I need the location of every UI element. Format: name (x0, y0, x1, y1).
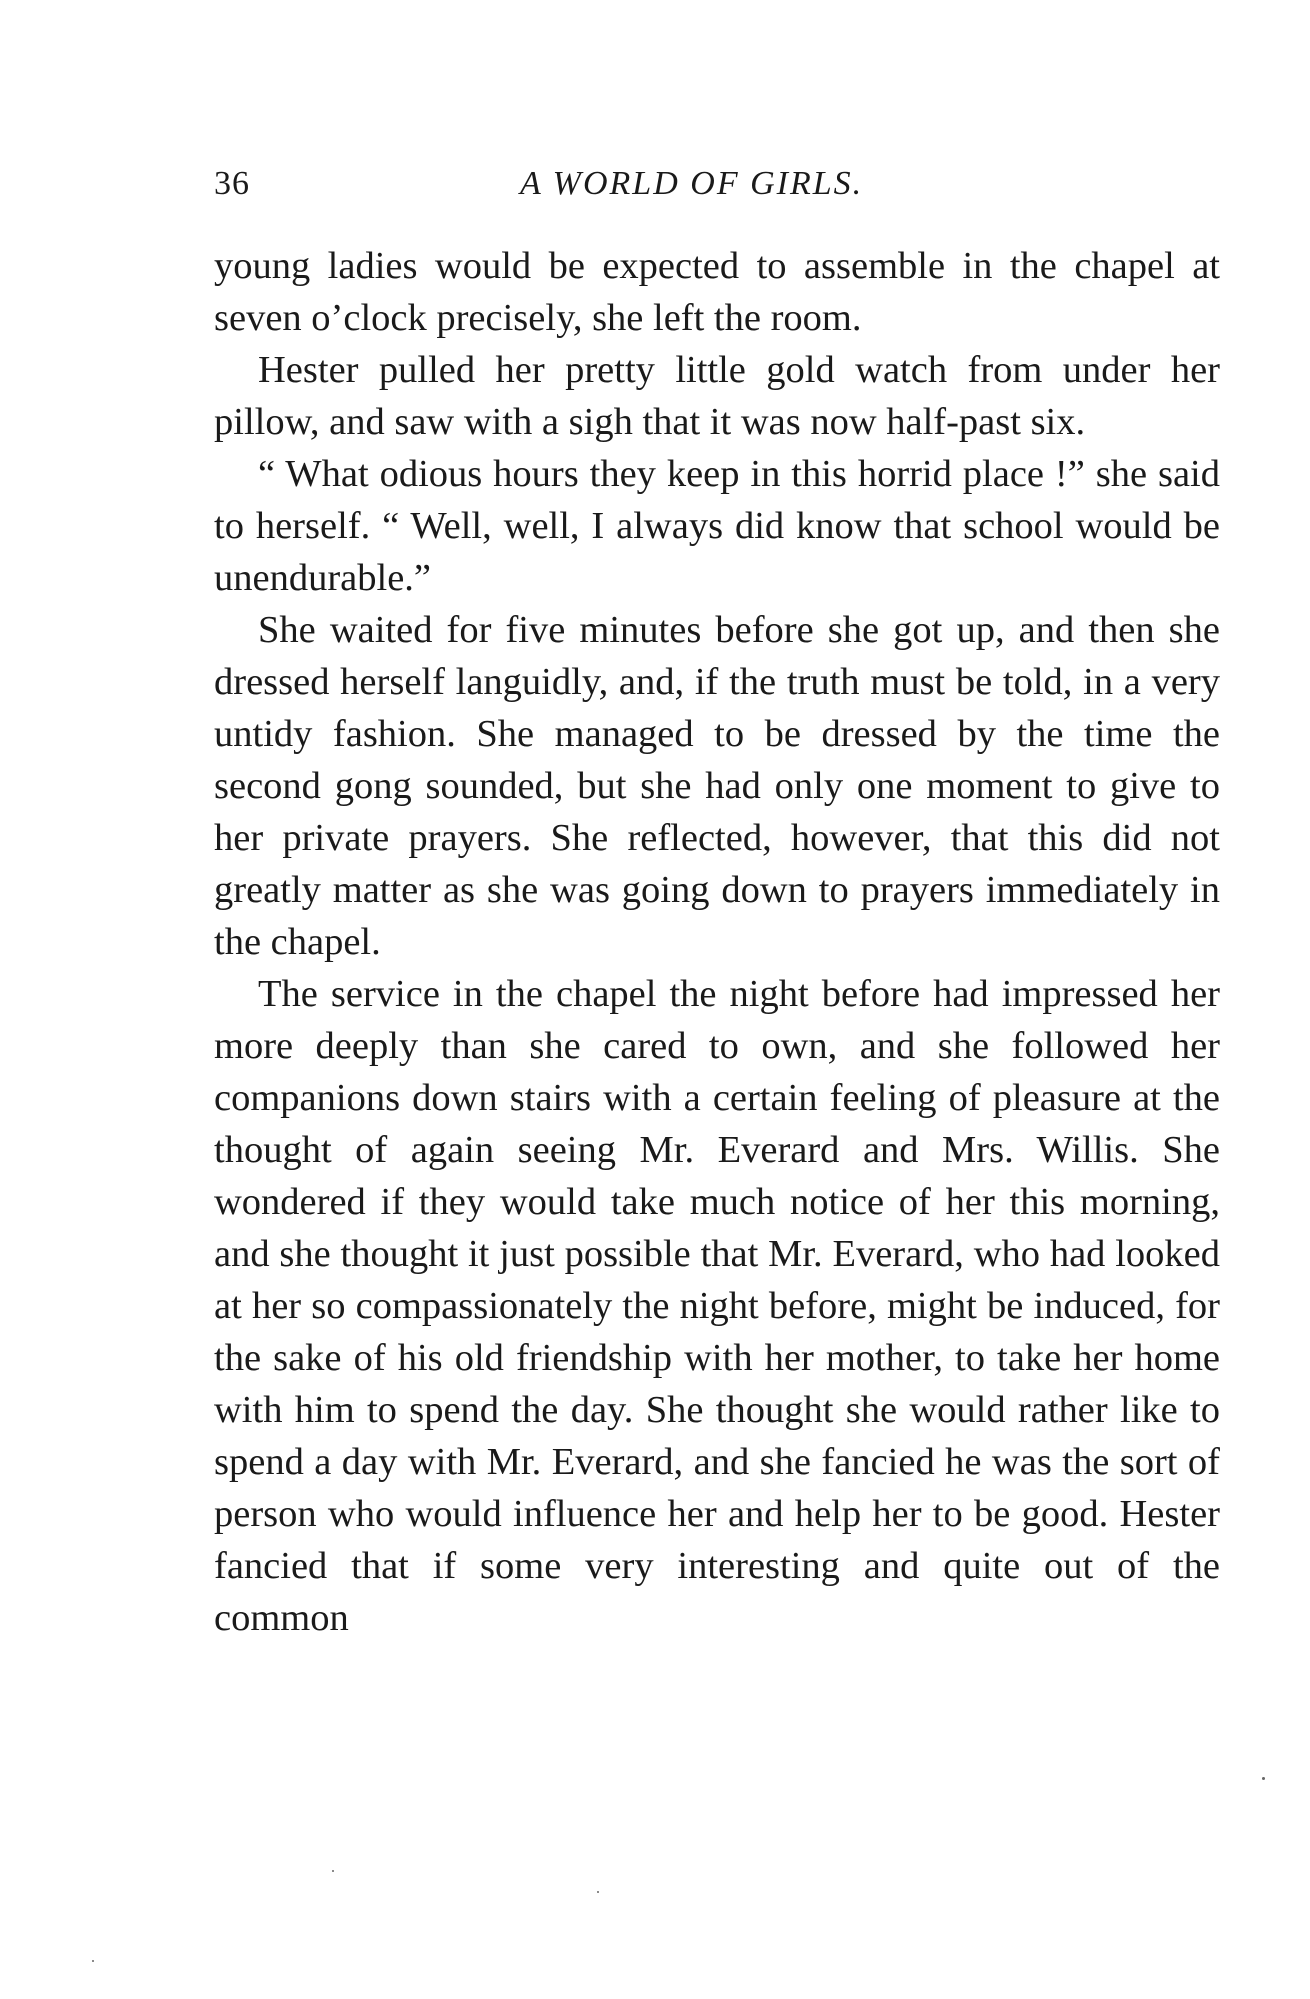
paper-speck (597, 1891, 599, 1893)
paper-speck (1262, 1777, 1265, 1780)
paper-speck (92, 1960, 94, 1962)
book-title: A WORLD OF GIRLS. (520, 165, 864, 202)
paragraph-continued: young ladies would be expected to assemble in the chapel at seven o’clock precisely, she left the room. (214, 245, 1220, 339)
paragraph: “ What odious hours they keep in this horrid place !” she said to herself. “ Well, well, I always did know that school would be unendurable.” (214, 453, 1220, 599)
body-text (214, 240, 1220, 1644)
paragraph: The service in the chapel the night before had impressed her more deeply than she cared to own, and she followed her companions down stairs with a certain feeling of pleasure at the thought of again seeing Mr. Everard and Mrs. Willis. She wondered if they would take much notice of her this morning, and she thought it just possible that Mr. Everard, who had looked at her so compassionately the night before, might be induced, for the sake of his old friendship with her mother, to take her home with him to spend the day. She thought she would rather like to spend a day with Mr. Everard, and she fancied he was the sort of person who would influence her and help her to be good. Hester fancied that if some very interesting and quite out of the common (214, 973, 1220, 1639)
page-number: 36 (214, 165, 250, 202)
running-head (214, 165, 1220, 209)
paragraph: Hester pulled her pretty little gold watch from under her pillow, and saw with a sigh that it was now half-past six. (214, 349, 1220, 443)
paper-speck (332, 1870, 334, 1872)
paragraph: She waited for five minutes before she got up, and then she dressed herself languidly, and, if the truth must be told, in a very untidy fashion. She managed to be dressed by the time the second gong sounded, but she had only one moment to give to her private prayers. She reflected, however, that this did not greatly matter as she was going down to prayers immediately in the chapel. (214, 609, 1220, 963)
